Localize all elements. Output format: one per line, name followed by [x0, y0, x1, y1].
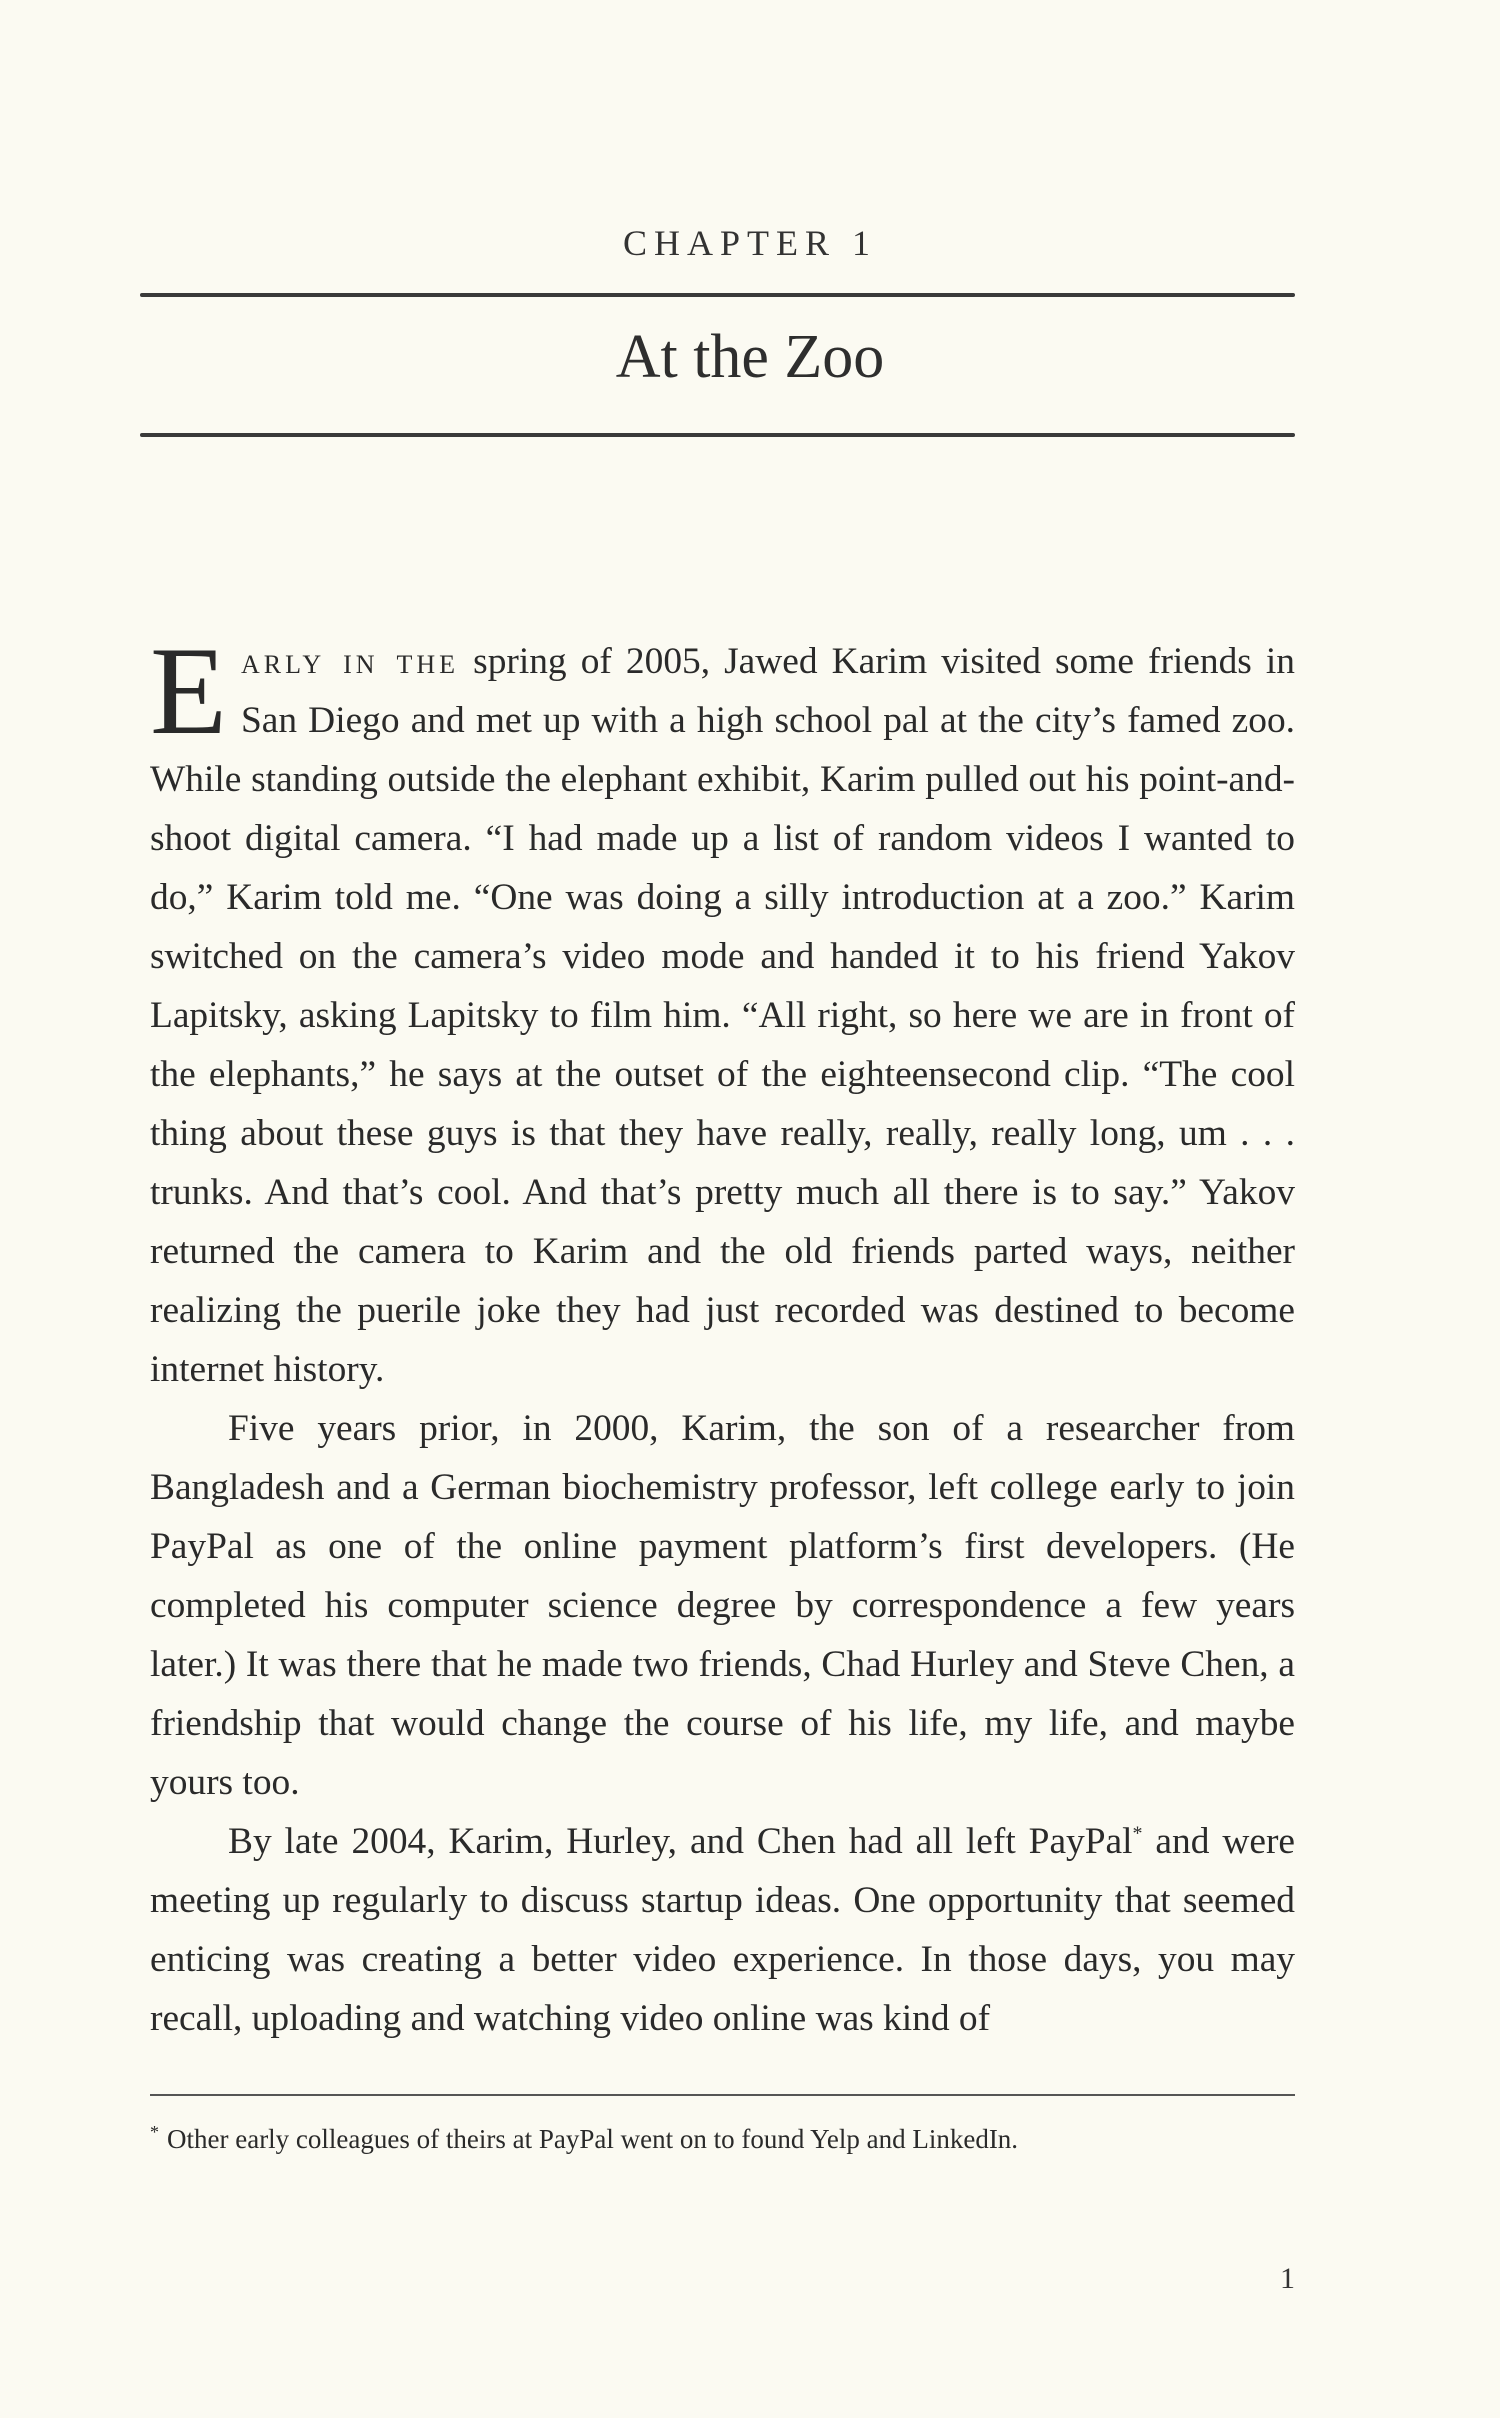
- footnote-rule: [150, 2094, 1295, 2096]
- footnote-mark: *: [150, 2122, 159, 2142]
- chapter-rule-top: [140, 293, 1295, 297]
- drop-cap: E: [150, 622, 227, 761]
- footnote-reference: *: [1132, 1822, 1143, 1845]
- footnote: [150, 2112, 1295, 2159]
- paragraph-3: [150, 1812, 1295, 2048]
- page-number: 1: [1280, 2262, 1295, 2295]
- opening-text: spring of 2005, Jawed Karim visited some friends in San Diego and met up with a high school pal at the city’s famed zoo. While standing outside the elephant exhibit, Karim pulled out his point-and-shoot digital camera. “I had made up a list of random videos I wanted to do,” Karim told me. “One was doing a silly introduction at a zoo.” Karim switched on the camera’s video mode and handed it to his friend Yakov Lapitsky, asking Lapitsky to film him. “All right, so here we are in front of the elephants,” he says at the outset of the eighteensecond clip. “The cool thing about these guys is that they have really, really, really long, um . . . trunks. And that’s cool. And that’s pretty much all there is to say.” Yakov returned the camera to Karim and the old friends parted ways, neither realizing the puerile joke they had just recorded was destined to become internet history.: [150, 641, 1295, 1390]
- chapter-rule-bottom: [140, 433, 1295, 437]
- paragraph-3-before: By late 2004, Karim, Hurley, and Chen had all left PayPal: [228, 1821, 1133, 1862]
- chapter-title: At the Zoo: [615, 323, 885, 391]
- chapter-label: CHAPTER 1: [622, 223, 878, 263]
- opening-small-caps: arly in the: [240, 641, 460, 682]
- paragraph-2: Five years prior, in 2000, Karim, the son of a researcher from Bangladesh and a German biochemistry professor, left college early to join PayPal as one of the online payment platform’s first developers. (He completed his computer science degree by correspondence a few years later.) It was there that he made two friends, Chad Hurley and Steve Chen, a friendship that would change the course of his life, my life, and maybe yours too.: [150, 1408, 1295, 1803]
- footnote-text: Other early colleagues of theirs at PayPal went on to found Yelp and LinkedIn.: [167, 2124, 1019, 2154]
- paragraph-3-after: and were meeting up regularly to discuss startup ideas. One opportunity that seemed enticing was creating a better video experience. In those days, you may recall, uploading and watching video online was kind of: [150, 1821, 1295, 2039]
- body-text: [150, 622, 1295, 2048]
- opening-paragraph: [150, 622, 1295, 1399]
